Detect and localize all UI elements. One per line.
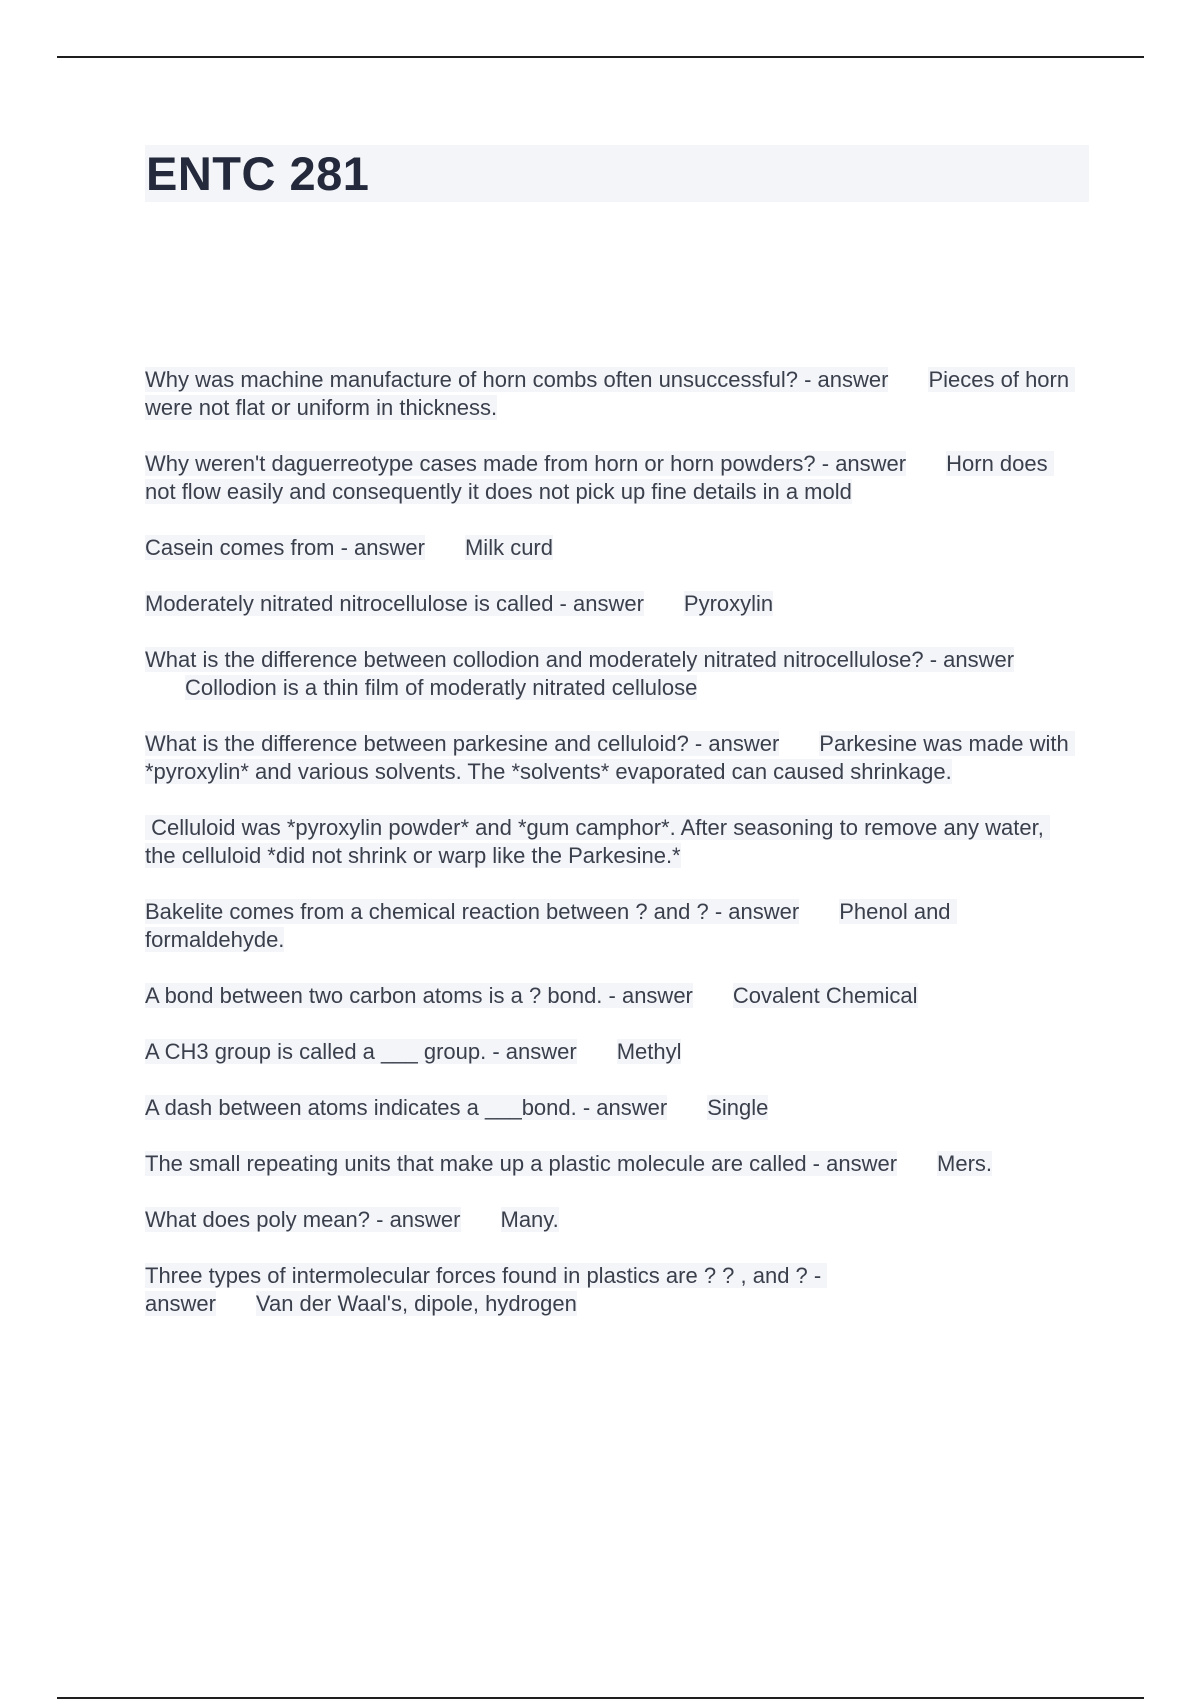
top-rule <box>57 56 1144 58</box>
qa-answer: Covalent Chemical <box>732 983 918 1008</box>
qa-answer: Celluloid was *pyroxylin powder* and *gum camphor*. After seasoning to remove any water, the celluloid *did not shrink or warp like the Parkesine.* <box>145 815 1050 868</box>
qa-item <box>145 1094 1080 1122</box>
qa-item <box>145 450 1080 506</box>
qa-item <box>145 1150 1080 1178</box>
qa-question: Why weren't daguerreotype cases made from horn or horn powders? - answer <box>145 451 907 476</box>
qa-list <box>145 366 1080 1346</box>
qa-answer: Collodion is a thin film of moderatly nitrated cellulose <box>185 675 698 700</box>
qa-answer: Many. <box>500 1207 559 1232</box>
qa-question: What is the difference between parkesine and celluloid? - answer <box>145 731 780 756</box>
qa-item <box>145 982 1080 1010</box>
qa-question: A dash between atoms indicates a ___bond. - answer <box>145 1095 668 1120</box>
qa-answer: Milk curd <box>464 535 553 560</box>
document-title: ENTC 281 <box>146 147 370 200</box>
qa-question: Why was machine manufacture of horn combs often unsuccessful? - answer <box>145 367 889 392</box>
qa-question: Three types of intermolecular forces found in plastics are ? ? , and ? - answer <box>145 1263 828 1316</box>
qa-answer: Pieces of horn were not flat or uniform in thickness. <box>145 367 1076 420</box>
qa-question: What is the difference between collodion and moderately nitrated nitrocellulose? - answer <box>145 647 1015 672</box>
qa-item <box>145 366 1080 422</box>
qa-answer: Pyroxylin <box>683 591 774 616</box>
qa-question: A CH3 group is called a ___ group. - answer <box>145 1039 577 1064</box>
qa-question: What does poly mean? - answer <box>145 1207 461 1232</box>
bottom-rule <box>57 1697 1144 1699</box>
qa-question: Bakelite comes from a chemical reaction between ? and ? - answer <box>145 899 800 924</box>
qa-question: The small repeating units that make up a plastic molecule are called - answer <box>145 1151 898 1176</box>
qa-item <box>145 590 1080 618</box>
qa-item <box>145 534 1080 562</box>
qa-answer: Parkesine was made with *pyroxylin* and various solvents. The *solvents* evaporated can caused shrinkage. <box>145 731 1075 784</box>
qa-answer: Single <box>707 1095 769 1120</box>
qa-answer: Mers. <box>937 1151 993 1176</box>
qa-item <box>145 1262 865 1318</box>
qa-answer: Phenol and formaldehyde. <box>145 899 957 952</box>
qa-question: A bond between two carbon atoms is a ? bond. - answer <box>145 983 693 1008</box>
qa-question: Casein comes from - answer <box>145 535 425 560</box>
qa-answer: Van der Waal's, dipole, hydrogen <box>255 1291 577 1316</box>
qa-answer: Methyl <box>616 1039 682 1064</box>
qa-question: Moderately nitrated nitrocellulose is called - answer <box>145 591 644 616</box>
qa-item <box>145 1038 1080 1066</box>
qa-answer: Horn does not flow easily and consequently it does not pick up fine details in a mold <box>145 451 1054 504</box>
qa-item <box>145 730 1080 786</box>
qa-item <box>145 898 1080 954</box>
qa-item <box>145 814 1080 870</box>
qa-item <box>145 646 1045 702</box>
qa-item <box>145 1206 1080 1234</box>
